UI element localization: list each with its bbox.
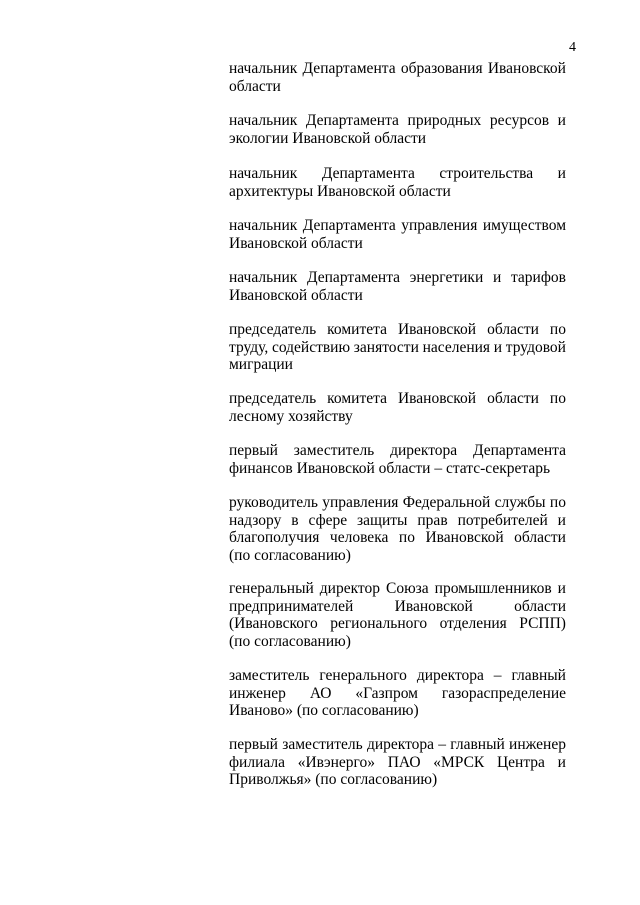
member-entry bbox=[229, 390, 566, 425]
entry-word: Приволжья» (по согласованию) bbox=[229, 771, 438, 788]
entry-word: Ивановской bbox=[397, 321, 477, 338]
entry-word: человека bbox=[329, 529, 389, 546]
member-entry bbox=[229, 580, 566, 650]
entry-word: в bbox=[291, 511, 299, 529]
entry-line bbox=[229, 685, 566, 703]
member-entry bbox=[229, 165, 566, 200]
entry-line bbox=[229, 130, 566, 148]
entry-word: начальник bbox=[229, 112, 298, 129]
entry-word: АО bbox=[309, 684, 332, 702]
entry-word: тарифов bbox=[510, 269, 566, 286]
entry-word: «МРСК bbox=[433, 753, 485, 771]
member-entry bbox=[229, 442, 566, 477]
entry-word: руководитель bbox=[229, 494, 318, 511]
entry-line bbox=[229, 529, 566, 547]
entry-word: генеральный bbox=[229, 580, 314, 597]
entry-word: и bbox=[493, 338, 503, 356]
entry-word: и bbox=[557, 112, 566, 129]
entry-word: – bbox=[493, 667, 502, 684]
entry-line bbox=[229, 321, 566, 339]
entry-line bbox=[229, 580, 566, 598]
entry-word: прав bbox=[417, 511, 448, 529]
entry-word: области bbox=[487, 321, 539, 338]
entry-word: газораспределение bbox=[441, 684, 566, 702]
entry-word: по bbox=[549, 321, 566, 338]
entry-word: по bbox=[549, 494, 566, 511]
entry-word: Федеральной bbox=[402, 494, 491, 511]
entry-word: и bbox=[557, 511, 566, 529]
entry-line bbox=[229, 633, 566, 651]
entry-word: регионального bbox=[330, 615, 428, 632]
entry-word: директора bbox=[416, 667, 484, 684]
entry-line bbox=[229, 217, 566, 235]
entry-word: Ивановской bbox=[397, 390, 477, 407]
member-entry bbox=[229, 217, 566, 252]
entry-line bbox=[229, 287, 566, 305]
entry-word: (по согласованию) bbox=[229, 632, 351, 650]
entry-word: директор bbox=[319, 580, 380, 597]
entry-word: филиала bbox=[229, 753, 285, 771]
entry-word: образования bbox=[400, 60, 483, 77]
entry-word: заместитель bbox=[282, 736, 363, 753]
member-entry bbox=[229, 736, 566, 789]
entry-word: предпринимателей bbox=[229, 597, 354, 615]
entry-word: по bbox=[398, 529, 415, 546]
entry-line bbox=[229, 442, 566, 460]
entry-word: генерального bbox=[319, 667, 407, 684]
entry-line bbox=[229, 339, 566, 357]
entry-word: архитектуры Ивановской области bbox=[229, 182, 451, 200]
entry-line bbox=[229, 667, 566, 685]
member-entry bbox=[229, 269, 566, 304]
entry-word: труду, bbox=[229, 338, 269, 356]
entry-word: Департамента bbox=[321, 165, 415, 182]
entry-word: директора bbox=[390, 442, 458, 459]
entry-line bbox=[229, 494, 566, 512]
entry-word: комитета bbox=[327, 390, 387, 407]
entry-line bbox=[229, 390, 566, 408]
entry-word: потребителей bbox=[457, 511, 548, 529]
entry-word: сфере bbox=[308, 511, 348, 529]
entry-line bbox=[229, 460, 566, 478]
entry-line bbox=[229, 736, 566, 754]
entry-word: и bbox=[557, 165, 566, 182]
entry-word: Департамента bbox=[472, 442, 566, 459]
entry-word: и bbox=[557, 753, 566, 771]
entry-word: защиты bbox=[357, 511, 408, 529]
entry-word: благополучия bbox=[229, 529, 320, 546]
entry-line bbox=[229, 269, 566, 287]
entry-word: Ивановской bbox=[487, 60, 566, 77]
entry-word: ресурсов bbox=[489, 112, 550, 129]
entry-line bbox=[229, 60, 566, 78]
entry-word: управления bbox=[322, 494, 399, 511]
entry-word: главный bbox=[511, 667, 566, 684]
entry-line bbox=[229, 615, 566, 633]
page-number: 4 bbox=[569, 40, 576, 55]
entry-line bbox=[229, 598, 566, 616]
entry-word: РСПП) bbox=[519, 615, 566, 632]
member-entry bbox=[229, 112, 566, 147]
entry-word: и bbox=[492, 269, 502, 286]
entry-word: заместитель bbox=[229, 667, 310, 684]
entry-line bbox=[229, 702, 566, 720]
entry-line bbox=[229, 547, 566, 565]
entry-word: Союза bbox=[386, 580, 429, 597]
entry-word: Центра bbox=[496, 753, 545, 771]
entry-word: области bbox=[229, 77, 281, 95]
entry-word: Ивановской bbox=[425, 529, 504, 546]
entry-word: населения bbox=[422, 338, 491, 356]
entry-word: (по согласованию) bbox=[229, 546, 351, 564]
entry-line bbox=[229, 408, 566, 426]
entry-line bbox=[229, 754, 566, 772]
entry-word: председатель bbox=[229, 321, 317, 338]
member-entry bbox=[229, 321, 566, 374]
entry-word: начальник bbox=[229, 60, 298, 77]
entry-word: председатель bbox=[229, 390, 317, 407]
entry-word: области bbox=[487, 390, 539, 407]
entry-word: «Газпром bbox=[355, 684, 418, 702]
entry-word: области bbox=[514, 597, 566, 615]
entry-word: Ивановской области bbox=[229, 234, 363, 252]
entry-line bbox=[229, 78, 566, 96]
entry-word: миграции bbox=[229, 356, 293, 373]
entry-word: инженер bbox=[509, 736, 566, 753]
entry-word: энергетики bbox=[409, 269, 484, 286]
entry-word: имуществом bbox=[482, 217, 566, 234]
entry-word: по bbox=[549, 390, 566, 407]
entry-line bbox=[229, 112, 566, 130]
entry-word: – bbox=[438, 736, 447, 753]
entry-word: содействию bbox=[271, 338, 351, 356]
entry-word: начальник bbox=[229, 165, 298, 182]
entry-line bbox=[229, 165, 566, 183]
entry-word: экологии Ивановской области bbox=[229, 129, 427, 147]
entry-word: (Ивановского bbox=[229, 615, 318, 632]
entry-word: финансов Ивановской области – статс-секретарь bbox=[229, 459, 551, 477]
entry-word: главный bbox=[450, 736, 505, 753]
entry-word: Департамента bbox=[302, 217, 396, 234]
entry-word: службы bbox=[494, 494, 546, 511]
entry-word: и bbox=[557, 580, 566, 597]
entry-line bbox=[229, 235, 566, 253]
entry-word: начальник bbox=[229, 269, 298, 286]
entry-word: Департамента bbox=[302, 60, 396, 77]
entry-word: Департамента bbox=[307, 269, 401, 286]
entry-word: управления bbox=[401, 217, 478, 234]
entry-word: области bbox=[514, 529, 566, 546]
entry-word: Ивановской области bbox=[229, 286, 363, 304]
entry-word: первый bbox=[229, 736, 278, 753]
entry-line bbox=[229, 512, 566, 530]
entry-word: комитета bbox=[327, 321, 387, 338]
entry-word: ПАО bbox=[387, 753, 421, 771]
entry-line bbox=[229, 356, 566, 374]
entry-word: трудовой bbox=[505, 338, 566, 356]
entry-word: Департамента bbox=[305, 112, 399, 129]
entry-word: строительства bbox=[439, 165, 534, 182]
entry-word: директора bbox=[366, 736, 435, 753]
entry-line bbox=[229, 183, 566, 201]
entry-word: промышленников bbox=[434, 580, 552, 597]
entry-word: отделения bbox=[439, 615, 507, 632]
entry-word: Ивановской bbox=[394, 597, 473, 615]
entry-word: первый bbox=[229, 442, 278, 459]
entry-word: инженер bbox=[229, 684, 286, 702]
member-entry bbox=[229, 494, 566, 564]
member-entry bbox=[229, 667, 566, 720]
entry-word: лесному хозяйству bbox=[229, 407, 353, 425]
entry-word: надзору bbox=[229, 511, 282, 529]
entry-word: «Ивэнерго» bbox=[297, 753, 376, 771]
entry-word: природных bbox=[407, 112, 482, 129]
entry-word: начальник bbox=[229, 217, 298, 234]
entry-word: Иваново» (по согласованию) bbox=[229, 702, 419, 719]
entry-word: занятости bbox=[353, 338, 419, 356]
entry-word: заместитель bbox=[293, 442, 375, 459]
entry-line bbox=[229, 771, 566, 789]
member-entry bbox=[229, 60, 566, 95]
